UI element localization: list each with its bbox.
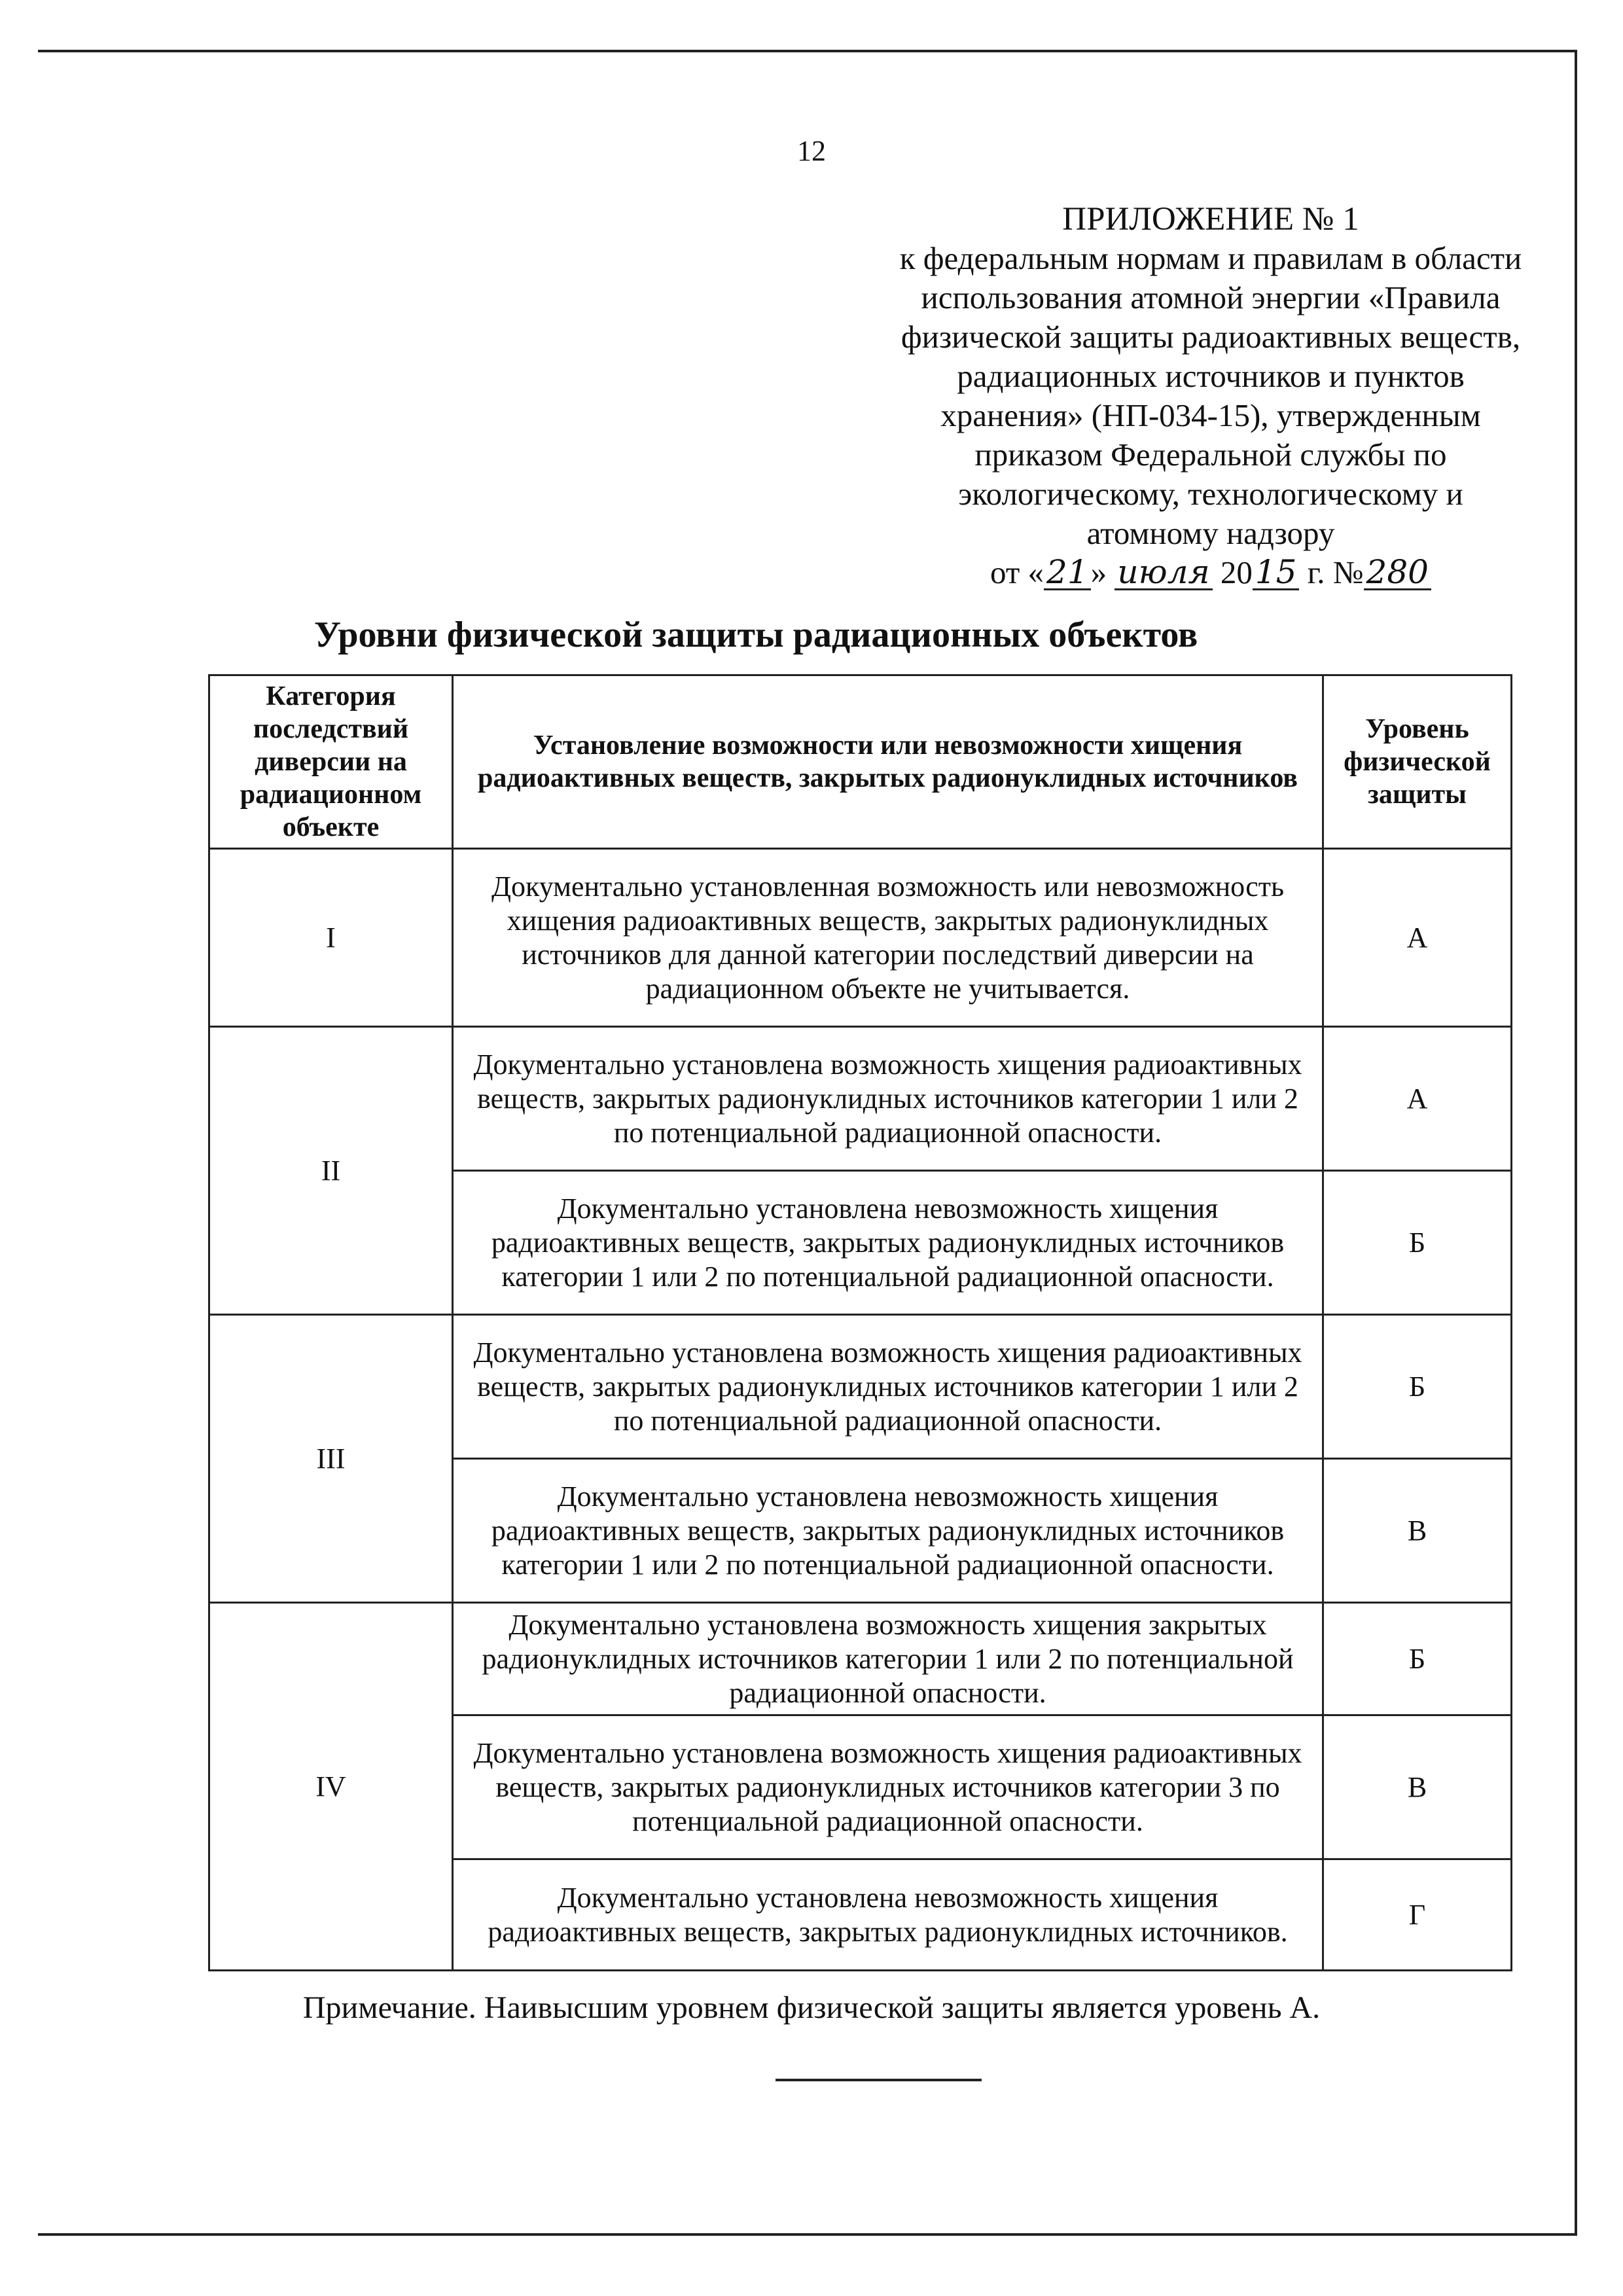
appendix-line: приказом Федеральной службы по	[974, 437, 1447, 473]
description-cell: Документально установленная возможность или невозможность хищения радиоактивных веществ, закрытых радионуклидных источников для данной категории последствий диверсии на радиационном объекте не учитывается.	[453, 849, 1323, 1027]
category-cell: III	[209, 1315, 453, 1603]
table-row	[209, 1027, 1512, 1171]
appendix-line: хранения» (НП-034-15), утвержденным	[940, 397, 1481, 433]
order-number: 280	[1364, 556, 1431, 590]
table-title: Уровни физической защиты радиационных объектов	[313, 615, 1198, 655]
page-number: 12	[797, 135, 826, 167]
order-year-prefix: 20	[1220, 554, 1253, 590]
description-cell: Документально установлена невозможность хищения радиоактивных веществ, закрытых радионуклидных источников категории 1 или 2 по потенциальной радиационной опасности.	[453, 1459, 1323, 1603]
level-cell: А	[1323, 1027, 1512, 1171]
table-row	[209, 1315, 1512, 1459]
level-cell: Б	[1323, 1603, 1512, 1715]
order-day: 21	[1044, 556, 1091, 590]
end-divider	[776, 2079, 982, 2081]
description-cell: Документально установлена невозможность хищения радиоактивных веществ, закрытых радионуклидных источников.	[453, 1859, 1323, 1971]
level-cell: Г	[1323, 1859, 1512, 1971]
header-category: Категория последствий диверсии на радиационном объекте	[209, 675, 453, 849]
level-cell: В	[1323, 1459, 1512, 1603]
table-header-row	[209, 675, 1512, 849]
order-month: июля	[1115, 556, 1212, 590]
category-cell: II	[209, 1027, 453, 1315]
order-date-line	[867, 553, 1554, 592]
appendix-line: использования атомной энергии «Правила	[921, 279, 1501, 315]
appendix-title: ПРИЛОЖЕНИЕ № 1	[1062, 201, 1359, 238]
category-cell: IV	[209, 1603, 453, 1971]
appendix-line: атомному надзору	[1086, 515, 1335, 551]
level-cell: В	[1323, 1715, 1512, 1859]
appendix-line: физической защиты радиоактивных веществ,	[901, 319, 1521, 355]
description-cell: Документально установлена невозможность хищения радиоактивных веществ, закрытых радионуклидных источников категории 1 или 2 по потенциальной радиационной опасности.	[453, 1171, 1323, 1315]
level-cell: А	[1323, 849, 1512, 1027]
appendix-line: к федеральным нормам и правилам в области	[899, 240, 1522, 276]
description-cell: Документально установлена возможность хищения закрытых радионуклидных источников категории 1 или 2 по потенциальной радиационной опасности.	[453, 1603, 1323, 1715]
description-cell: Документально установлена возможность хищения радиоактивных веществ, закрытых радионуклидных источников категории 1 или 2 по потенциальной радиационной опасности.	[453, 1027, 1323, 1171]
order-mid: »	[1090, 554, 1107, 590]
order-number-label: г. №	[1299, 554, 1364, 590]
table-row	[209, 1603, 1512, 1715]
protection-levels-table	[208, 674, 1512, 1971]
description-cell: Документально установлена возможность хищения радиоактивных веществ, закрытых радионуклидных источников категории 1 или 2 по потенциальной радиационной опасности.	[453, 1315, 1323, 1459]
header-level: Уровень физической защиты	[1323, 675, 1512, 849]
table-row	[209, 849, 1512, 1027]
appendix-line: радиационных источников и пунктов	[957, 358, 1465, 394]
order-prefix: от «	[990, 554, 1044, 590]
level-cell: Б	[1323, 1315, 1512, 1459]
category-cell: I	[209, 849, 453, 1027]
header-determination: Установление возможности или невозможности хищения радиоактивных веществ, закрытых радионуклидных источников	[453, 675, 1323, 849]
description-cell: Документально установлена возможность хищения радиоактивных веществ, закрытых радионуклидных источников категории 3 по потенциальной радиационной опасности.	[453, 1715, 1323, 1859]
level-cell: Б	[1323, 1171, 1512, 1315]
appendix-block	[867, 200, 1554, 592]
order-year-suffix: 15	[1253, 556, 1300, 590]
footnote: Примечание. Наивысшим уровнем физической защиты является уровень А.	[302, 1990, 1321, 2025]
appendix-line: экологическому, технологическому и	[958, 476, 1463, 512]
